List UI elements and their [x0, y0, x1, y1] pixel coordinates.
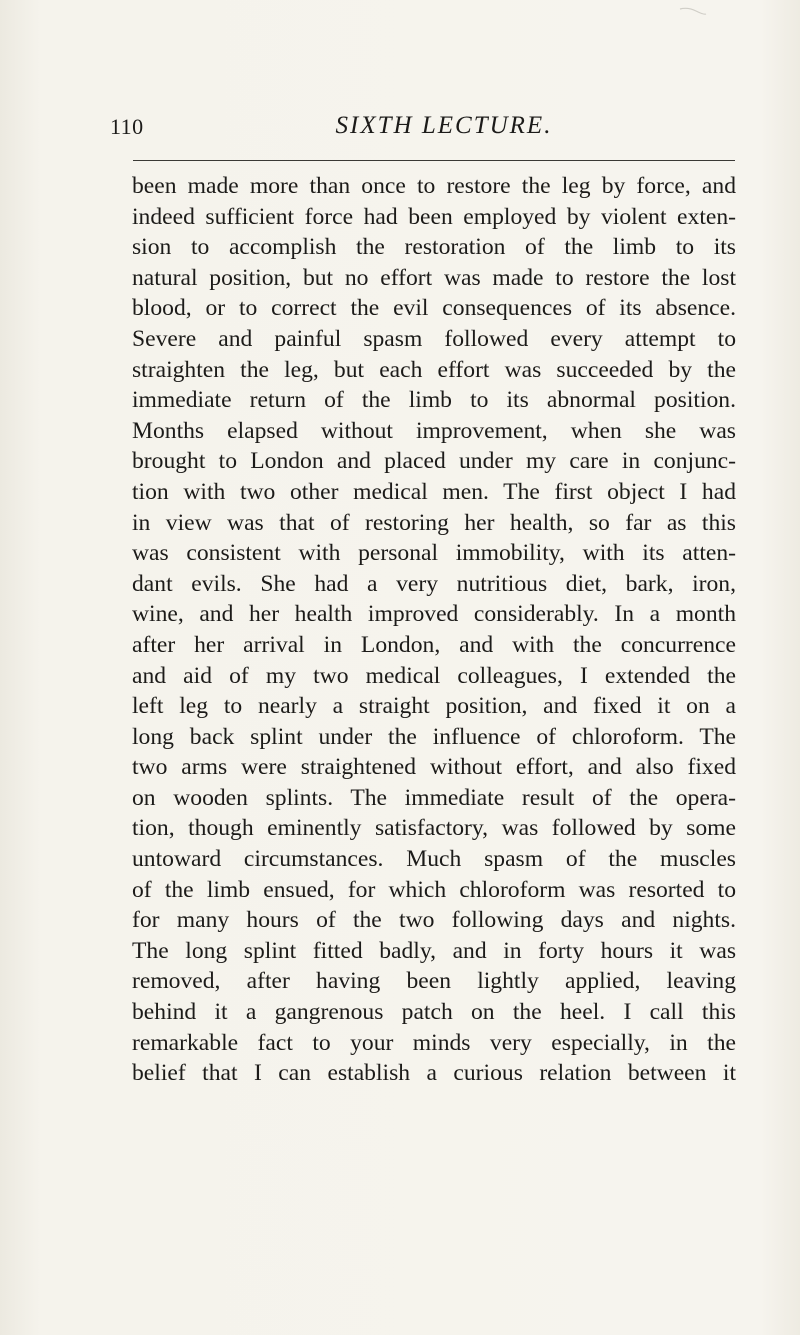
text-line: remarkable fact to your minds very especially, in the: [132, 1029, 736, 1056]
text-line: brought to London and placed under my care in conjunc-: [132, 448, 736, 475]
page-number: 110: [110, 114, 144, 139]
text-line: for many hours of the two following days and nights.: [132, 907, 736, 934]
text-line: dant evils. She had a very nutritious diet, bark, iron,: [132, 570, 736, 597]
text-line: behind it a gangrenous patch on the heel. I call this: [132, 999, 736, 1026]
text-line: straighten the leg, but each effort was succeeded by the: [132, 356, 736, 383]
text-line: sion to accomplish the restoration of the limb to its: [132, 234, 736, 261]
text-line: tion, though eminently satisfactory, was followed by some: [132, 815, 736, 842]
text-line: two arms were straightened without effort, and also fixed: [132, 754, 736, 781]
text-line: left leg to nearly a straight position, and fixed it on a: [132, 693, 736, 720]
text-line: Months elapsed without improvement, when she was: [132, 417, 736, 444]
header-rule: [133, 160, 735, 161]
text-line: on wooden splints. The immediate result of the opera-: [132, 784, 736, 811]
running-head: SIXTH LECTURE.: [335, 112, 553, 139]
text-line: was consistent with personal immobility, with its atten-: [132, 540, 736, 567]
text-line: in view was that of restoring her health, so far as this: [132, 509, 736, 536]
text-line: The long splint fitted badly, and in forty hours it was: [132, 937, 736, 964]
text-line: after her arrival in London, and with the concurrence: [132, 631, 736, 658]
paper-mark: [678, 6, 708, 16]
text-line: tion with two other medical men. The first object I had: [132, 478, 736, 505]
text-line: removed, after having been lightly applied, leaving: [132, 968, 736, 995]
page-header: [110, 112, 738, 146]
text-line: blood, or to correct the evil consequences of its absence.: [132, 295, 736, 322]
body-text: [132, 171, 736, 1089]
text-line: wine, and her health improved considerably. In a month: [132, 601, 736, 628]
text-line: and aid of my two medical colleagues, I extended the: [132, 662, 736, 689]
text-line: immediate return of the limb to its abnormal position.: [132, 387, 736, 414]
text-line: been made more than once to restore the leg by force, and: [132, 173, 736, 199]
text-line: untoward circumstances. Much spasm of the muscles: [132, 846, 736, 873]
text-line: of the limb ensued, for which chloroform was resorted to: [132, 876, 736, 903]
text-line: belief that I can establish a curious relation between it: [132, 1060, 736, 1087]
text-line: natural position, but no effort was made to restore the lost: [132, 264, 736, 291]
text-line: Severe and painful spasm followed every attempt to: [132, 325, 736, 352]
text-line: indeed sufficient force had been employed by violent exten-: [132, 203, 736, 230]
text-line: long back splint under the influence of chloroform. The: [132, 723, 736, 750]
